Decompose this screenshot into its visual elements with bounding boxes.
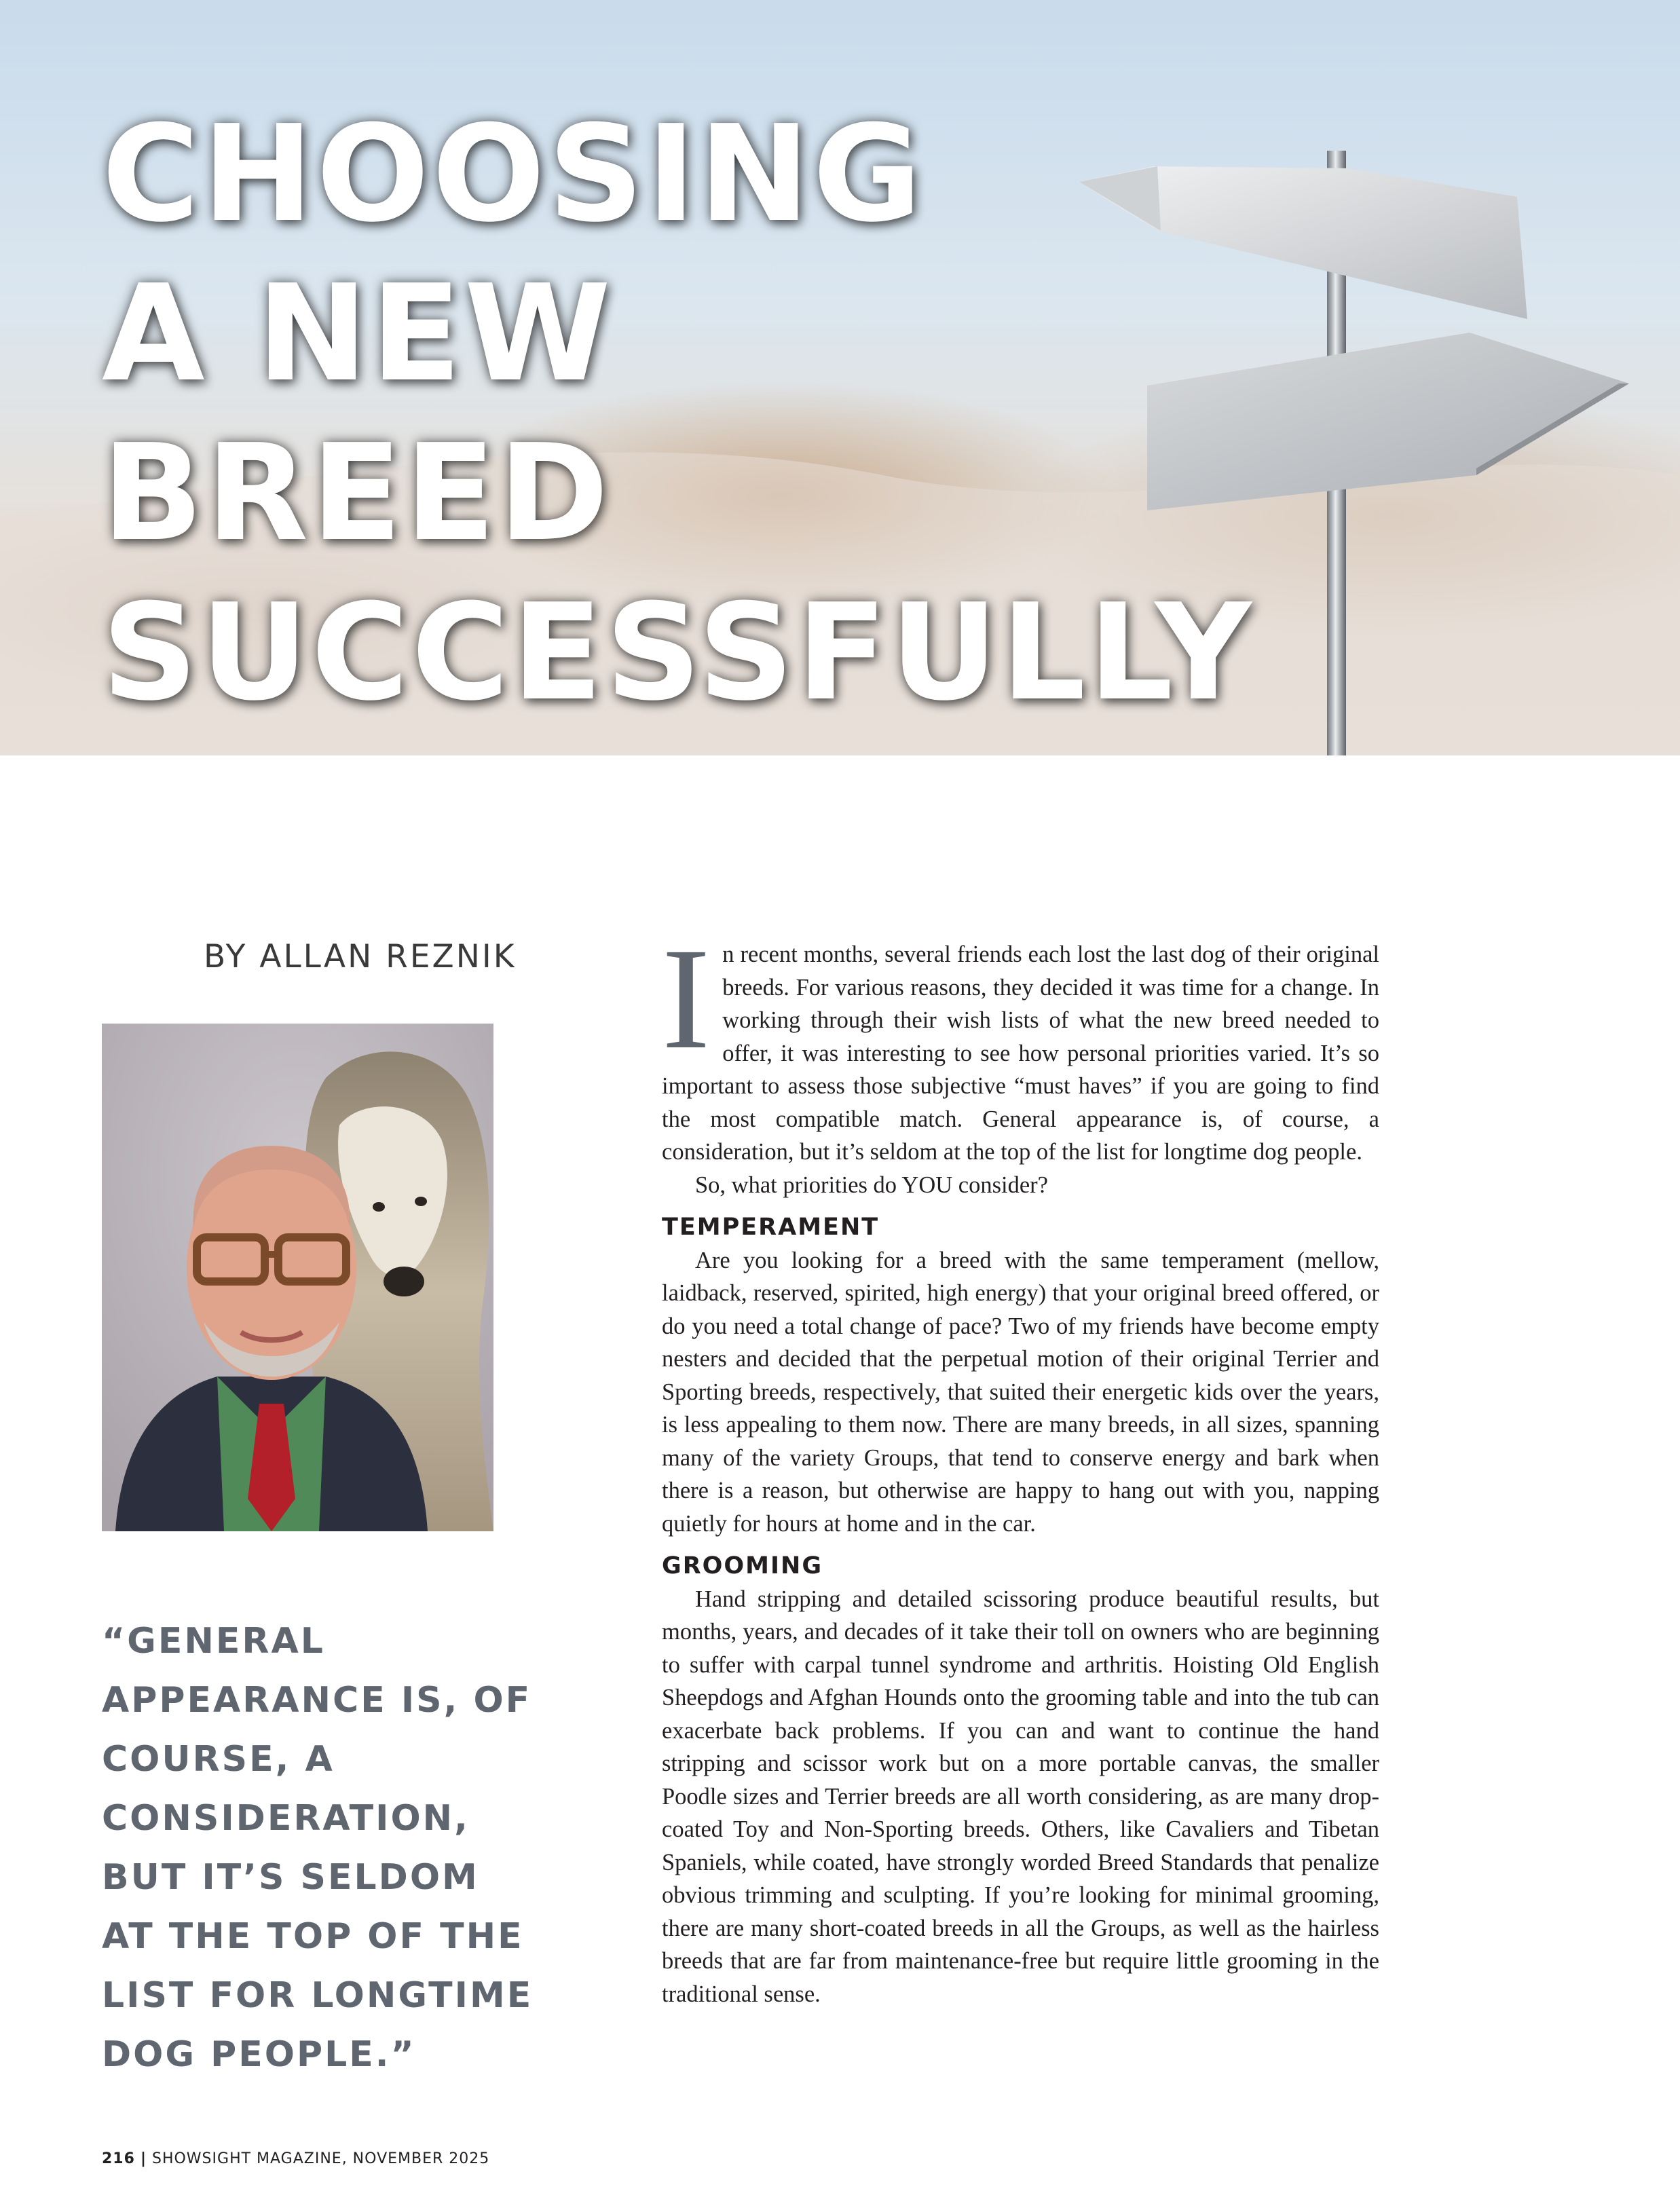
intro-paragraph bbox=[662, 918, 1379, 1169]
section-body-grooming: Hand stripping and detailed scissoring produce beautiful results, but months, years, and decades of it take their toll on owners who are beginning to suffer with carpal tunnel syndrome and arthritis. Hoisting Old English Sheepdogs and Afghan Hounds onto the grooming table and into the tub can exacerbate back problems. If you can and want to continue the hand stripping and scissor work but on a more portable canvas, the smaller Poodle sizes and Terrier breeds are all worth considering, as are many drop-coated Toy and Non-Sporting breeds. Others, like Cavaliers and Tibetan Spaniels, while coated, have strongly worded Breed Standards that penalize obvious trimming and sculpting. If you’re looking for minimal grooming, there are many short-coated breeds in all the Groups, as well as the hairless breeds that are far from maintenance-free but require little grooming in the traditional sense. bbox=[662, 1586, 1379, 2007]
author-with-afghan-hound-photo bbox=[102, 1024, 493, 1531]
section-heading-temperament: TEMPERAMENT bbox=[662, 1214, 880, 1241]
question-paragraph: So, what priorities do YOU consider? bbox=[695, 1172, 1048, 1198]
drop-cap: I bbox=[662, 918, 711, 1079]
section-heading-grooming: GROOMING bbox=[662, 1552, 823, 1579]
page-footer bbox=[102, 2150, 489, 2167]
article-body bbox=[662, 918, 1379, 2010]
article-title: CHOOSING A NEW BREED SUCCESSFULLY bbox=[102, 97, 1254, 730]
page-number: 216 bbox=[102, 2150, 135, 2167]
pull-quote: “GENERAL APPEARANCE IS, OF COURSE, A CONSIDERATION, BUT IT’S SELDOM AT THE TOP OF THE LIST FOR LONGTIME DOG PEOPLE.” bbox=[102, 1621, 534, 2075]
hero-banner bbox=[0, 0, 1680, 755]
section-body-temperament: Are you looking for a breed with the same temperament (mellow, laidback, reserved, spirited, high energy) that your original breed offered, or do you need a total change of pace? Two of my friends have become empty nesters and decided that the perpetual motion of their original Terrier and Sporting breeds, respectively, that suited their energetic kids over the years, is less appealing to them now. There are many breeds, in all sizes, spanning many of the variety Groups, that tend to conserve energy and bark when there is a reason, but otherwise are happy to hang out with you, napping quietly for hours at home and in the car. bbox=[662, 1247, 1379, 1537]
intro-text: n recent months, several friends each lost the last dog of their original breeds. For various reasons, they decided it was time for a change. In working through their wish lists of what the new breed needed to offer, it was interesting to see how personal priorities varied. It’s so important to assess those subjective “must haves” if you are going to find the most compatible match. General appearance is, of course, a consideration, but it’s seldom at the top of the list for longtime dog people. bbox=[662, 941, 1379, 1165]
footer-separator: | bbox=[140, 2150, 147, 2167]
publication-name: SHOWSIGHT MAGAZINE, NOVEMBER 2025 bbox=[151, 2150, 490, 2167]
byline: BY ALLAN REZNIK bbox=[204, 938, 517, 975]
